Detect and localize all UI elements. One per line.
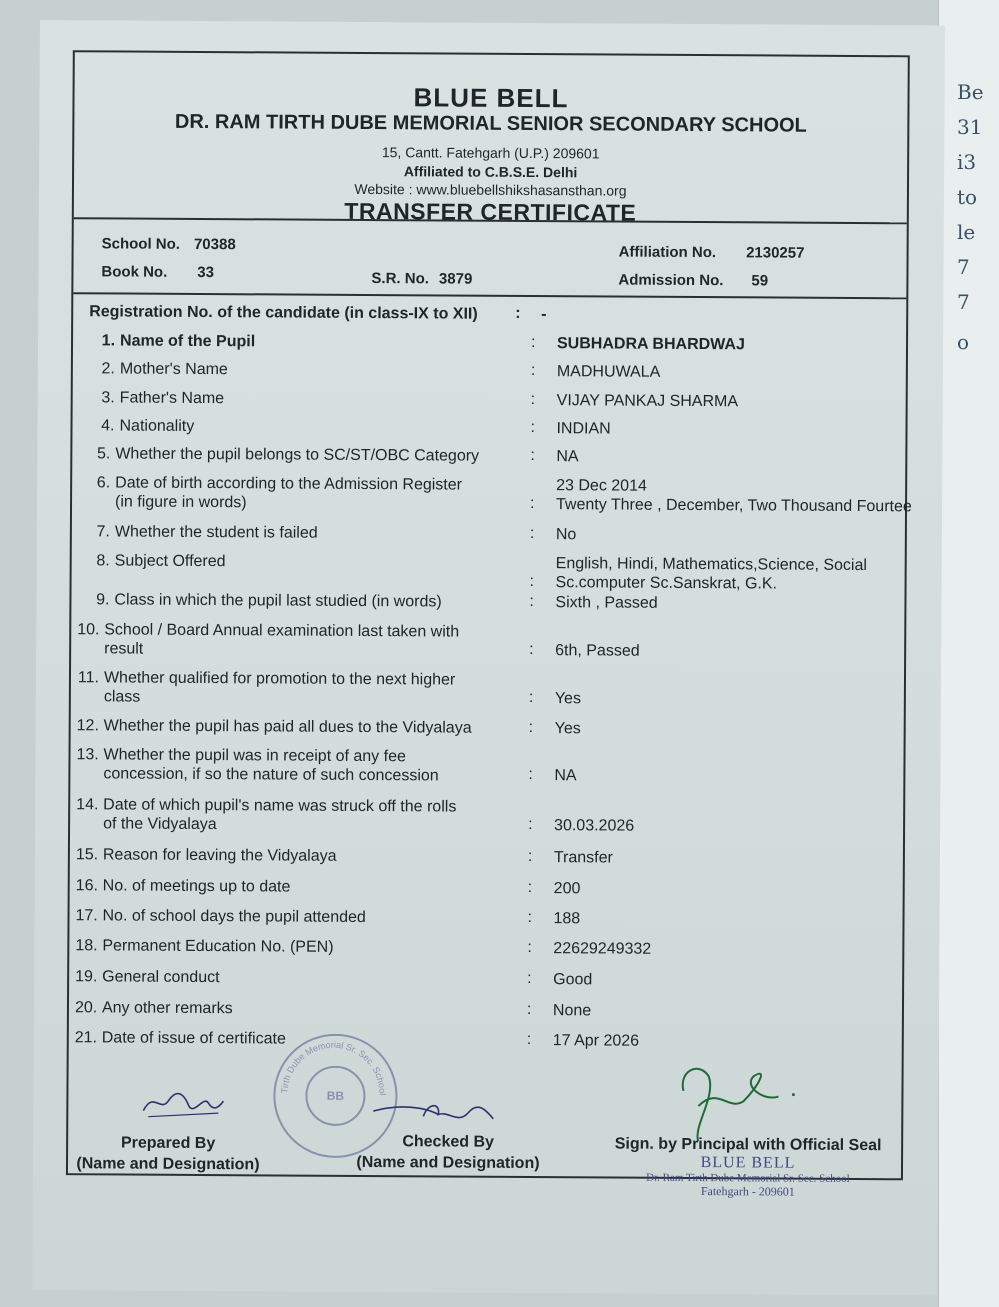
certificate-title: TRANSFER CERTIFICATE: [344, 197, 637, 226]
field-label-line1: Any other remarks: [101, 999, 233, 1018]
field-label: [93, 331, 523, 353]
field-number: 20.: [74, 999, 98, 1017]
field-row-16: [75, 876, 890, 898]
field-row-20: [74, 998, 889, 1020]
field-value-line1: English, Hindi, Mathematics,Science, Social: [555, 555, 867, 575]
colon: :: [530, 391, 536, 409]
prepared-signature: [138, 1083, 228, 1124]
field-label: [77, 620, 507, 661]
field-label-line1: Class in which the pupil last studied (in words): [114, 591, 442, 611]
field-value-line2: Sc.computer Sc.Sanskrat, G.K.: [555, 574, 778, 593]
field-row-15: [75, 845, 890, 867]
prepared-by: Prepared By (Name and Designation): [76, 1134, 260, 1174]
field-row-12: [76, 716, 891, 738]
field-row-14: [76, 795, 890, 835]
field-value-line1: 22629249332: [553, 940, 652, 958]
field-value-line1: Yes: [554, 690, 582, 708]
field-value-line1: SUBHADRA BHARDWAJ: [556, 335, 745, 354]
field-value-line1: 17 Apr 2026: [552, 1032, 640, 1050]
divider: [73, 292, 906, 299]
field-number: 7.: [96, 523, 110, 541]
field-value: [553, 970, 592, 989]
field-number: 15.: [75, 846, 99, 864]
field-row-5: [88, 444, 892, 466]
field-label: [76, 795, 506, 836]
field-label: [92, 416, 522, 438]
field-number: 4.: [101, 417, 115, 435]
field-number: 10.: [77, 621, 100, 639]
colon: :: [529, 573, 535, 591]
certificate-frame: [66, 50, 912, 1199]
field-value: [555, 689, 581, 708]
colon: :: [528, 688, 534, 707]
field-row-11: [77, 668, 891, 708]
field-label-line1: Date of which pupil's name was struck off the rolls: [103, 796, 457, 816]
field-label-line1: Subject Offered: [114, 552, 226, 571]
field-value-line1: Good: [553, 971, 593, 989]
field-label-line1: Reason for leaving the Vidyalaya: [102, 846, 337, 865]
colon: :: [530, 495, 535, 513]
colon: :: [527, 908, 533, 927]
colon: :: [528, 718, 534, 737]
field-value-line1: Sixth , Passed: [555, 594, 658, 612]
colon: :: [526, 1000, 532, 1019]
field-label-line1: Mother's Name: [119, 360, 228, 379]
field-label-line1: Father's Name: [119, 389, 225, 408]
field-value: [555, 641, 640, 661]
field-value: [554, 879, 581, 898]
school-address: 15, Cantt. Fatehgarh (U.P.) 209601: [381, 144, 600, 162]
field-label: [76, 845, 506, 867]
field-value: [553, 909, 580, 928]
field-label: [75, 998, 505, 1020]
field-row-19: [75, 967, 889, 989]
field-label: [77, 716, 507, 738]
colon: :: [527, 938, 532, 957]
field-value-line1: MADHUWALA: [556, 363, 661, 381]
field-value: [553, 1001, 591, 1020]
field-number: 8.: [96, 552, 110, 570]
field-number: 6.: [96, 474, 111, 492]
colon: :: [530, 362, 536, 380]
field-row-17: [75, 906, 890, 928]
sr-no: S.R. No. 3879: [371, 270, 473, 288]
seal-emblem: BB: [305, 1066, 365, 1126]
colon: :: [529, 593, 534, 611]
field-value: [554, 766, 576, 785]
field-value: [554, 816, 634, 835]
field-value: [557, 391, 739, 411]
admission-no: Admission No. 59: [618, 271, 769, 290]
field-value-line1: INDIAN: [556, 420, 611, 438]
field-value-line1: None: [552, 1002, 592, 1020]
field-row-13: [76, 745, 891, 785]
school-affiliation: Affiliated to C.B.S.E. Delhi: [403, 163, 578, 181]
field-label: [88, 473, 518, 514]
certificate-header: [74, 52, 908, 226]
field-number: 19.: [75, 968, 98, 986]
school-name: DR. RAM TIRTH DUBE MEMORIAL SENIOR SECONDARY SCHOOL: [174, 110, 807, 137]
field-label-line1: No. of meetings up to date: [102, 877, 291, 896]
field-label: [76, 745, 506, 786]
field-row-10: [77, 620, 891, 660]
field-value: [556, 447, 578, 466]
field-value: [553, 939, 651, 959]
adjacent-page: Be 31 i3 to le 7 7 o: [938, 0, 999, 1307]
field-row-8: [88, 551, 892, 593]
field-value: [556, 525, 577, 544]
field-value-line1: 30.03.2026: [554, 817, 635, 835]
field-value: [555, 719, 581, 738]
field-value: [557, 362, 661, 382]
field-label-line2: concession, if so the nature of such concession: [103, 765, 439, 785]
field-value-line1: VIJAY PANKAJ SHARMA: [556, 392, 739, 411]
colon: :: [530, 419, 536, 437]
field-number: 1.: [101, 332, 116, 350]
field-number: 21.: [74, 1029, 98, 1047]
colon: :: [528, 815, 533, 834]
field-value: [557, 334, 745, 354]
registration-value: -: [541, 306, 547, 324]
field-label: [88, 522, 518, 544]
field-number: 14.: [76, 796, 99, 814]
seal-text: Tirth Dube Memorial Sr. Sec. School: [279, 1039, 388, 1096]
field-label-line2: class: [103, 688, 141, 706]
field-label: [75, 906, 505, 928]
field-label-line1: Nationality: [119, 417, 195, 435]
field-row-18: [75, 936, 889, 958]
registration-row: [89, 302, 899, 324]
registration-label: Registration No. of the candidate (in class-IX to XII): [89, 303, 478, 323]
field-label: [88, 551, 518, 573]
field-label-line1: Whether the pupil was in receipt of any fee: [103, 746, 406, 766]
field-number: 13.: [76, 746, 99, 764]
field-number: 5.: [96, 445, 111, 463]
field-label-line2: of the Vidyalaya: [103, 815, 217, 834]
affiliation-no: Affiliation No. 2130257: [618, 243, 805, 262]
field-label-line1: Date of issue of certificate: [101, 1029, 286, 1048]
field-row-6: [88, 473, 912, 516]
certificate-paper: [32, 20, 945, 1296]
field-label: [93, 359, 523, 381]
colon: :: [527, 878, 533, 897]
field-label-line1: Whether qualified for promotion to the next higher: [103, 669, 456, 689]
field-label-line1: School / Board Annual examination last taken with: [104, 621, 460, 641]
colon: :: [527, 847, 533, 866]
principal-signature-label: Sign. by Principal with Official Seal: [614, 1135, 882, 1155]
field-row-21: [74, 1028, 889, 1050]
field-label-line2: result: [104, 640, 144, 658]
field-label: [87, 590, 517, 612]
field-value-line1: Transfer: [553, 849, 613, 867]
field-label: [88, 444, 518, 466]
field-value-line2: Twenty Three , December, Two Thousand Fourtee: [555, 496, 912, 516]
field-label: [77, 668, 507, 709]
school-no: School No. 70388: [101, 235, 236, 254]
field-number: 17.: [75, 907, 98, 925]
field-row-7: [88, 522, 892, 544]
field-value-line1: NA: [556, 448, 579, 466]
field-number: 2.: [101, 360, 115, 378]
field-label-line1: Whether the student is failed: [114, 523, 318, 542]
checked-by: Checked By (Name and Designation): [356, 1133, 540, 1173]
field-row-2: [93, 359, 893, 381]
colon: :: [530, 447, 535, 465]
colon: :: [515, 304, 521, 322]
colon: :: [529, 641, 534, 659]
colon: :: [529, 525, 535, 543]
field-label-line1: Permanent Education No. (PEN): [102, 937, 334, 956]
colon: :: [528, 765, 533, 784]
field-number: 3.: [101, 389, 115, 407]
field-number: 16.: [75, 877, 99, 895]
field-label-line1: Whether the pupil has paid all dues to the Vidyalaya: [103, 717, 472, 737]
field-value-line1: NA: [554, 767, 577, 785]
field-value: [556, 476, 912, 516]
field-value-line1: 200: [553, 880, 581, 898]
colon: :: [526, 1030, 532, 1049]
field-number: 18.: [75, 937, 98, 955]
field-label: [75, 936, 505, 958]
field-value: [555, 593, 657, 613]
field-value-line1: 23 Dec 2014: [556, 477, 647, 495]
field-row-3: [93, 388, 893, 411]
field-value: [556, 554, 867, 594]
field-label-line1: Whether the pupil belongs to SC/ST/OBC Category: [115, 445, 480, 465]
field-number: 12.: [76, 717, 99, 735]
field-value-line1: Yes: [554, 720, 581, 738]
field-value: [556, 419, 610, 438]
field-label: [76, 876, 506, 898]
field-value-line1: No: [555, 526, 577, 544]
colon: :: [527, 969, 532, 988]
field-label-line1: No. of school days the pupil attended: [102, 907, 366, 927]
field-label-line1: General conduct: [102, 968, 220, 987]
school-website: Website : www.bluebellshikshasansthan.org: [354, 180, 627, 199]
field-number: 11.: [77, 669, 100, 687]
field-label-line2: (in figure in words): [115, 493, 247, 512]
field-row-1: [93, 331, 893, 354]
field-value: [554, 848, 613, 867]
field-label-line1: Name of the Pupil: [119, 332, 256, 351]
field-value-line1: 6th, Passed: [555, 642, 640, 660]
field-value: [553, 1031, 639, 1051]
official-stamp: BLUE BELL Dr. Ram Tirth Dube Memorial Sr. Sec. School Fatehgarh - 209601: [646, 1154, 850, 1199]
field-label-line1: Date of birth according to the Admission Register: [115, 474, 463, 494]
field-value-line1: 188: [553, 910, 581, 928]
field-row-4: [93, 416, 893, 438]
book-no: Book No. 33: [101, 263, 215, 282]
field-label: [75, 967, 505, 989]
field-number: 9.: [96, 591, 110, 609]
school-brand: BLUE BELL: [413, 82, 569, 114]
field-label: [93, 388, 523, 410]
colon: :: [530, 334, 536, 352]
